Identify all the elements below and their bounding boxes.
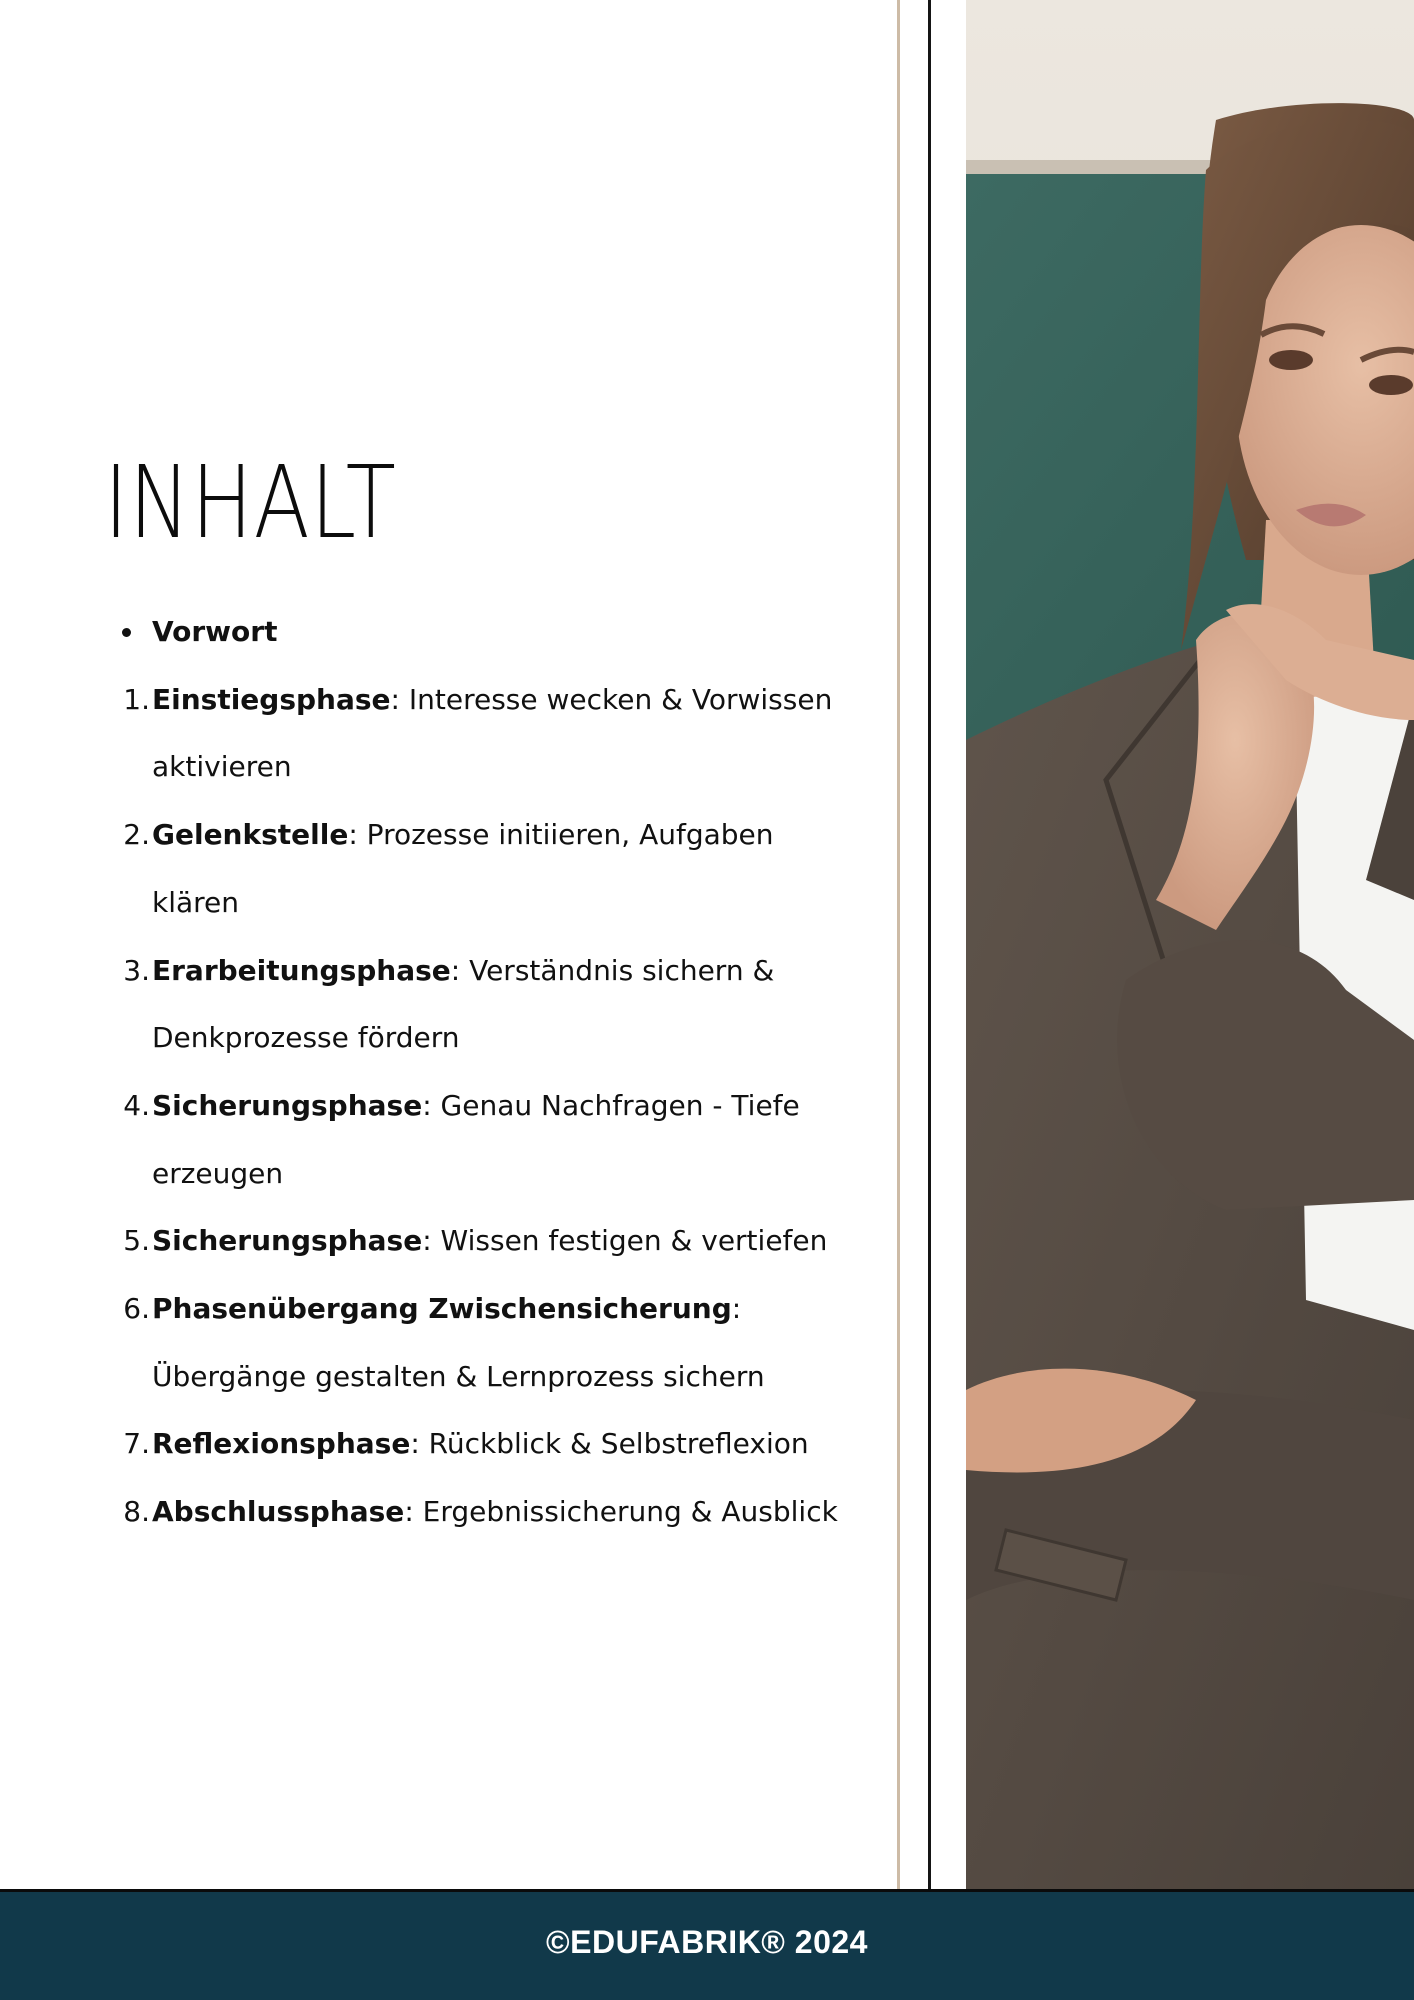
toc-item-3-continued: [152, 1004, 872, 1072]
toc-item-text: :: [731, 1292, 742, 1326]
toc-item-text: klären: [152, 885, 240, 919]
toc-item-text: Denkprozesse fördern: [152, 1021, 460, 1055]
toc-item-6-continued: [152, 1343, 872, 1411]
toc-item-heading: Phasenübergang Zwischensicherung: [152, 1292, 732, 1326]
toc-item-number: 4.: [123, 1088, 150, 1122]
toc-item-text: Übergänge gestalten & Lernprozess sichern: [152, 1359, 765, 1393]
toc-item-heading: Sicherungsphase: [152, 1224, 423, 1258]
toc-item-text: : Verständnis sichern &: [450, 953, 775, 987]
toc-item-1-continued: [152, 733, 872, 801]
bullet-icon: [122, 628, 131, 637]
toc-item-text: : Interesse wecken & Vorwissen: [390, 682, 833, 716]
toc-item-text: aktivieren: [152, 750, 292, 784]
toc-item-heading: Gelenkstelle: [152, 818, 349, 852]
toc-item-text: erzeugen: [152, 1156, 284, 1190]
decorative-divider-tan: [897, 0, 900, 1890]
decorative-divider-dark: [928, 0, 931, 1890]
toc-item-2-continued: [152, 869, 872, 937]
toc-item-1: [123, 666, 872, 734]
page-title: INHALT: [104, 444, 397, 561]
toc-item-7: [123, 1410, 872, 1478]
toc-item-text: : Prozesse initiieren, Aufgaben: [348, 818, 774, 852]
teacher-photo: [966, 0, 1414, 1890]
toc-item-number: 3.: [123, 953, 150, 987]
toc-item-number: 1.: [123, 682, 150, 716]
table-of-contents: [123, 598, 872, 1546]
toc-item-text: : Genau Nachfragen - Tiefe: [422, 1088, 800, 1122]
toc-item-text: : Wissen festigen & vertiefen: [422, 1224, 828, 1258]
toc-item-text: : Rückblick & Selbstreflexion: [410, 1427, 809, 1461]
toc-item-text: : Ergebnissicherung & Ausblick: [404, 1495, 838, 1529]
copyright-text: ©EDUFABRIK® 2024: [546, 1923, 868, 1960]
toc-item-heading: Sicherungsphase: [152, 1088, 423, 1122]
toc-item-heading: Erarbeitungsphase: [152, 953, 451, 987]
toc-item-heading: Einstiegsphase: [152, 682, 391, 716]
footer-bar: [0, 1892, 1414, 2000]
toc-item-6: [123, 1275, 872, 1343]
toc-item-heading: Abschlussphase: [152, 1495, 405, 1529]
toc-item-4-continued: [152, 1140, 872, 1208]
toc-item-number: 8.: [123, 1495, 150, 1529]
toc-item-heading: Reflexionsphase: [152, 1427, 411, 1461]
toc-item-foreword: [152, 598, 872, 666]
toc-item-number: 5.: [123, 1224, 150, 1258]
toc-item-4: [123, 1072, 872, 1140]
toc-item-3: [123, 937, 872, 1005]
toc-item-5: [123, 1207, 872, 1275]
toc-foreword-label: Vorwort: [152, 615, 278, 648]
toc-item-number: 6.: [123, 1292, 150, 1326]
toc-item-number: 7.: [123, 1427, 150, 1461]
toc-item-number: 2.: [123, 818, 150, 852]
toc-item-2: [123, 801, 872, 869]
teacher-illustration: [966, 0, 1414, 1890]
toc-item-8: [123, 1478, 872, 1546]
